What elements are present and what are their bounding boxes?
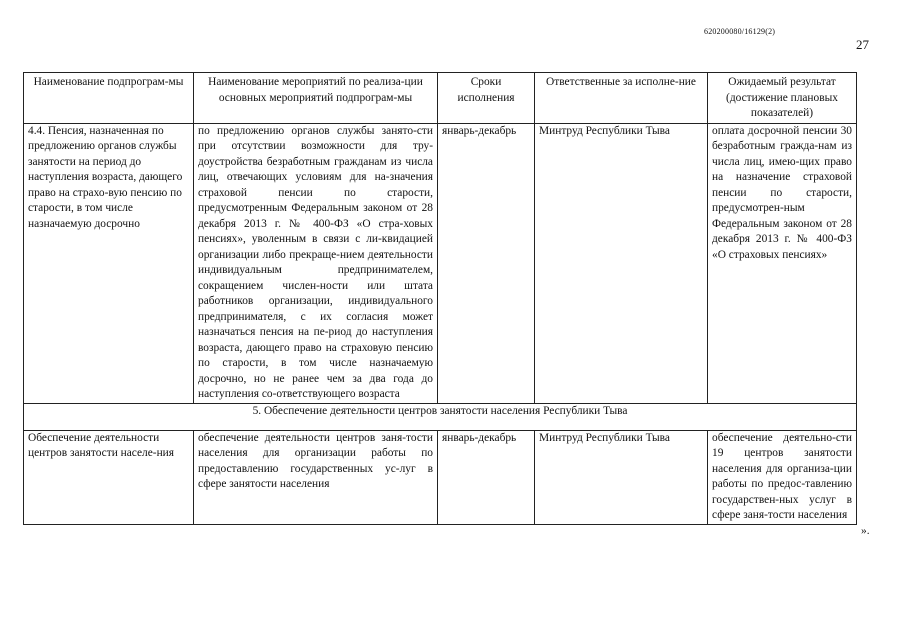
- cell-subprogram: Обеспечение деятельности центров занятости населе-ния: [24, 430, 194, 524]
- header-expected-result: Ожидаемый результат (достижение плановых показателей): [708, 73, 857, 124]
- cell-responsible: Минтруд Республики Тыва: [535, 430, 708, 524]
- cell-subprogram: 4.4. Пенсия, назначенная по предложению органов службы занятости на период до наступления возраста, дающего право на страхо-вую пенсию по старости, в том числе назначаемую досрочно: [24, 123, 194, 403]
- program-table: [23, 72, 857, 525]
- cell-result: оплата досрочной пенсии 30 безработным гражда-нам из числа лиц, имею-щих право на назначение страховой пенсии по старости, предусмотрен-ным Федеральным законом от 28 декабря 2013 г. № 400-ФЗ «О страховых пенсиях»: [708, 123, 857, 403]
- section-title: 5. Обеспечение деятельности центров занятости населения Республики Тыва: [24, 403, 857, 430]
- table-row: [24, 123, 857, 403]
- closing-quote-mark: ».: [861, 525, 870, 537]
- table-row: [24, 430, 857, 524]
- cell-result: обеспечение деятельно-сти 19 центров занятости населения для организа-ции работы по предос-тавлению государствен-ных услуг в сфере заня-тости населения: [708, 430, 857, 524]
- header-subprogram: Наименование подпрограм-мы: [24, 73, 194, 124]
- header-measures: Наименование мероприятий по реализа-ции основных мероприятий подпрограм-мы: [194, 73, 438, 124]
- cell-measure: обеспечение деятельности центров заня-тости населения для организации работы по предоставлению государственных ус-луг в сфере занятости населения: [194, 430, 438, 524]
- page-number: 27: [856, 37, 869, 52]
- section-row: [24, 403, 857, 430]
- header-terms: Сроки исполнения: [438, 73, 535, 124]
- cell-responsible: Минтруд Республики Тыва: [535, 123, 708, 403]
- cell-terms: январь-декабрь: [438, 430, 535, 524]
- table-header-row: [24, 73, 857, 124]
- header-responsible: Ответственные за исполне-ние: [535, 73, 708, 124]
- cell-measure: по предложению органов службы занято-сти при отсутствии возможности для тру-доустройства безработным гражданам из числа лиц, отвечающих условиям для на-значения страховой пенсии по старости, предусмотренным Федеральным законом от 28 декабря 2013 г. № 400-ФЗ «О стра-ховых пенсиях», уволенным в связи с ли-квидацией организации либо прекраще-нием деятельности индивидуальным предпринимателем, сокращением числен-ности или штата работников организации, индивидуального предпринимателя, с их согласия может назначаться пенсия на пе-риод до наступления возраста, дающего право на страховую пенсию по старости, в том числе назначаемую досрочно, но не ранее чем за два года до наступления со-ответствующего возраста: [194, 123, 438, 403]
- cell-terms: январь-декабрь: [438, 123, 535, 403]
- document-code: 620200080/16129(2): [704, 27, 776, 36]
